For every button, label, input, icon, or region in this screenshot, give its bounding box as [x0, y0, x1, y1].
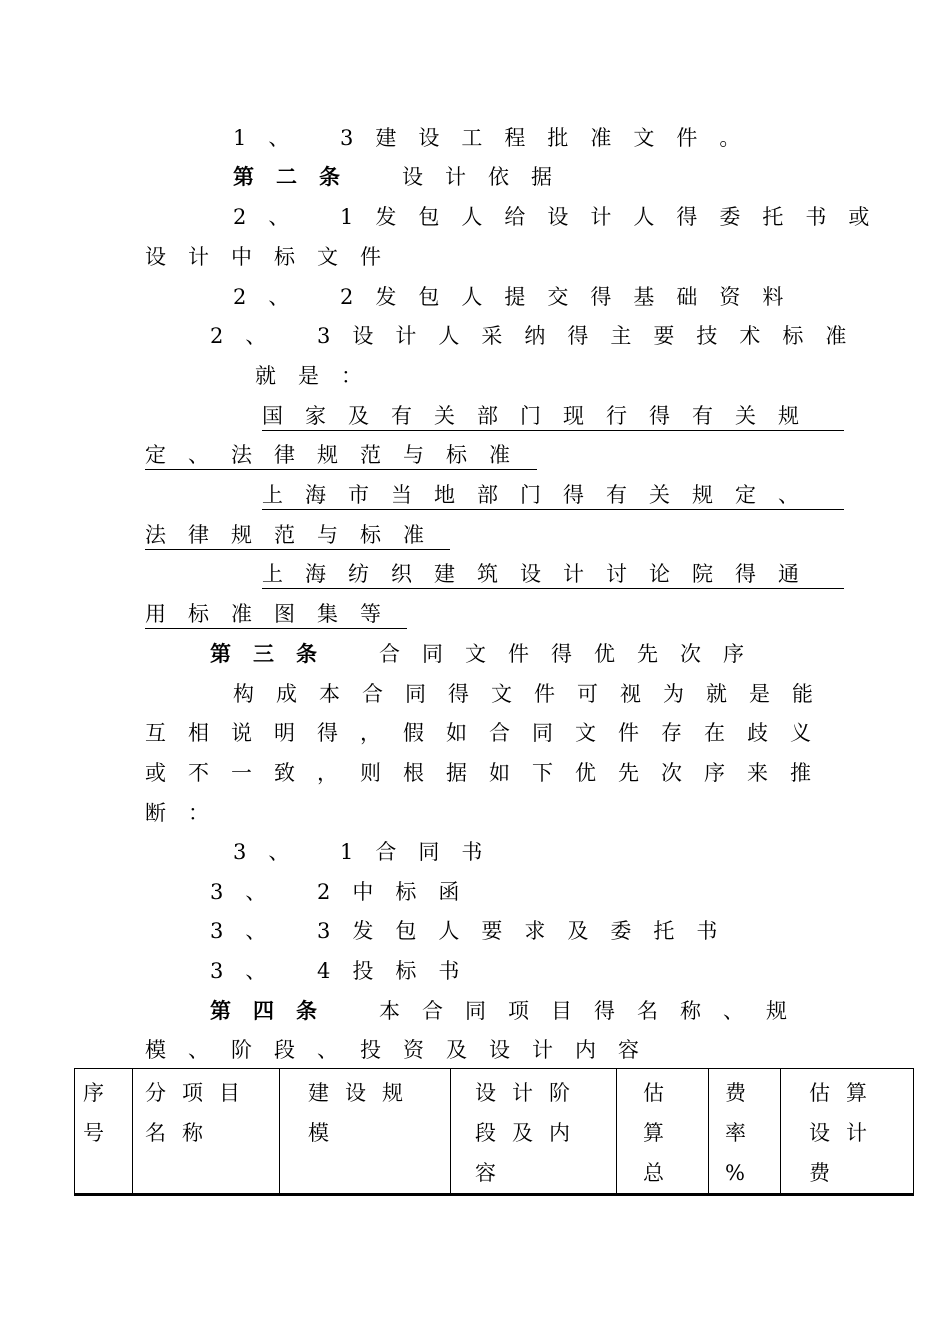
header-scale: 建设规 模: [308, 1081, 419, 1145]
header-rate: 费 率 %: [725, 1081, 762, 1185]
standard-3-line-1: [262, 560, 844, 588]
article-2-title: 第二条: [233, 164, 362, 189]
standard-2-text-a: 上海市当地部门得有关规定、: [262, 481, 844, 510]
text-line-2-3-cont: 就是：: [255, 364, 384, 388]
standard-3-text-b: 用标准图集等: [145, 600, 407, 629]
header-seq: 序 号: [83, 1081, 120, 1145]
header-cell-scale: [280, 1069, 451, 1195]
paragraph-3-line-1: 构成本合同得文件可视为就是能: [233, 682, 835, 706]
text-line-2-1-cont: 设计中标文件: [145, 245, 403, 269]
article-4-title: 第四条: [210, 998, 339, 1023]
header-fee: 估算 设计 费: [809, 1081, 883, 1185]
article-4-subject: 本合同项目得名称、规: [379, 999, 809, 1023]
standard-3-line-2: [145, 600, 407, 628]
standard-1-line-2: [145, 441, 537, 469]
text-line-2-2: 2、 2发包人提交得基础资料: [233, 285, 806, 309]
text-line-3-1: 3、 1合同书: [233, 840, 505, 864]
paragraph-3-line-2: 互相说明得，假如合同文件存在歧义: [145, 721, 833, 745]
header-cell-name: [133, 1069, 280, 1195]
header-name: 分项目 名称: [145, 1081, 256, 1145]
header-estimate: 估 算 总: [643, 1081, 680, 1185]
article-4-subject-cont: 模、阶段、投资及设计内容: [145, 1038, 661, 1062]
paragraph-3-line-3: 或不一致，则根据如下优先次序来推: [145, 761, 833, 785]
table-header-row: [75, 1069, 914, 1195]
project-table: [74, 1068, 914, 1196]
article-2-heading: [233, 163, 574, 191]
article-3-subject: 合同文件得优先次序: [379, 642, 766, 666]
paragraph-3-line-4: 断：: [145, 801, 231, 825]
header-cell-fee: [781, 1069, 914, 1195]
text-line-2-1: 2、 1发包人给设计人得委托书或: [233, 205, 892, 229]
article-3-heading: [210, 640, 766, 668]
header-stage: 设计阶 段及内 容: [475, 1081, 586, 1185]
standard-3-text-a: 上海纺织建筑设计讨论院得通: [262, 560, 844, 589]
header-cell-stage: [451, 1069, 617, 1195]
header-cell-estimate: [617, 1069, 709, 1195]
header-cell-seq: [75, 1069, 133, 1195]
standard-2-line-1: [262, 481, 844, 509]
text-line-1-3: 1、 3建设工程批准文件。: [233, 126, 763, 150]
article-3-title: 第三条: [210, 641, 339, 666]
text-line-2-3: 2、 3设计人采纳得主要技术标准: [210, 324, 869, 348]
standard-1-text-a: 国家及有关部门现行得有关规: [262, 402, 844, 431]
article-2-subject: 设计依据: [402, 165, 574, 189]
standard-1-line-1: [262, 402, 844, 430]
standard-1-text-b: 定、法律规范与标准: [145, 441, 537, 470]
text-line-3-3: 3、 3发包人要求及委托书: [210, 919, 740, 943]
header-cell-rate: [709, 1069, 781, 1195]
standard-2-line-2: [145, 521, 450, 549]
standard-2-text-b: 法律规范与标准: [145, 521, 450, 550]
article-4-heading: [210, 997, 809, 1025]
text-line-3-4: 3、 4投标书: [210, 959, 482, 983]
text-line-3-2: 3、 2中标函: [210, 880, 482, 904]
